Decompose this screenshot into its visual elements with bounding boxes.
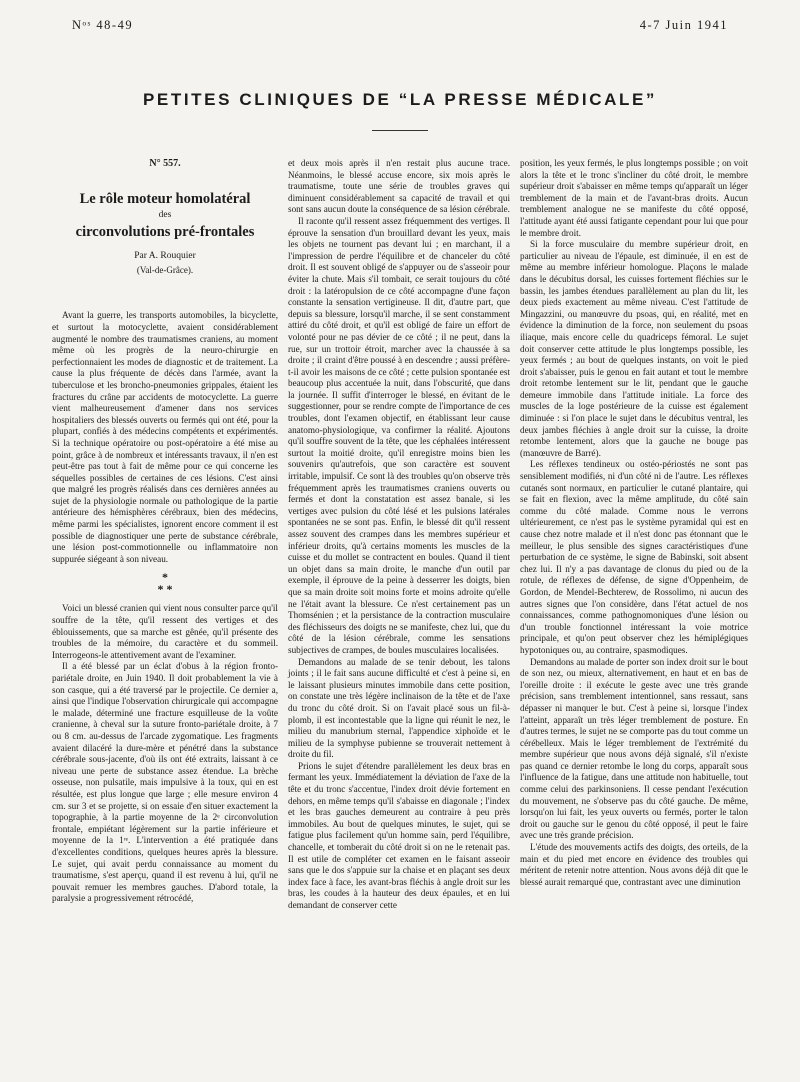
paragraph: Prions le sujet d'étendre parallèlement les deux bras en fermant les yeux. Immédiatement la déviation de l'axe de la tête et du tronc s'accentue, l'index droit dévie fortement en dehors, en même temps qu'il s'abaisse en diagonale ; l'index et les bras gauches demeurent au contraire à peu près immobiles. Au bout de quelques minutes, le sujet, qui se fatigue plus facilement qu'un homme sain, perd l'équilibre, chancelle, et tomberait du côté droit si on ne le retenait pas. Il est utile de compléter cet examen en le faisant asseoir sans que le dos s'appuie sur la chaise et en plaçant ses deux index face à face, les avant-bras fléchis à angle droit sur les bras, les coudes à la hauteur des deux épaules, et en lui demandant de conserver cette <box>288 760 510 910</box>
paragraph: Demandons au malade de se tenir debout, les talons joints ; il le fait sans aucune difficulté et c'est à peine si, en le laissant plusieurs minutes immobile dans cette position, on constate une très légère inclinaison de la tête et de l'axe du tronc du côté droit. Si on l'avait placé sous un fil-à-plomb, il est incontestable que la ligne qui réunit le nez, le milieu du manubrium sternal, l'appendice xiphoïde et le milieu de la symphyse pubienne se trouverait nettement à droite du fil. <box>288 656 510 760</box>
paragraph: L'étude des mouvements actifs des doigts, des orteils, de la main et du pied met encore en évidence des troubles qui méritent de retenir notre attention. Nous avons déjà dit que le blessé aurait remarqué que, contrastant avec une diminution <box>520 842 748 887</box>
series-banner: PETITES CLINIQUES DE “LA PRESSE MÉDICALE” <box>142 90 658 109</box>
article-title-connector: des <box>158 209 172 220</box>
column-1 <box>52 158 278 905</box>
paragraph: Si la force musculaire du membre supérieur droit, en particulier au niveau de l'épaule, est diminuée, il en est de même au membre inférieur homologue. Plaçons le malade dans le décubitus dorsal, les cuisses fortement fléchies sur le bassin, les jambes étendues parallèlement au plan du lit, les deux pieds exactement au même niveau. C'est l'attitude de Mingazzini, ou manœuvre du psoas, qui, en réalité, met en évidence la diminution de la force, non seulement du psoas iliaque, mais encore celle du quadriceps fémoral. Le sujet doit conserver cette attitude le plus longtemps possible, les yeux fermés ; au bout de quelques instants, on voit le pied droit s'abaisser, puis le genou en fait autant et tout le membre droit retombe lentement sur le lit, pendant que le gauche demeure immobile dans l'attitude initiale. La force des muscles de la loge postérieure de la cuisse est également diminuée : si l'on place le sujet dans le décubitus ventral, les deux jambes fléchies à angle droit sur la cuisse, la droite retombe lentement, alors que la gauche ne bouge pas (manœuvre de Barré). <box>520 239 748 458</box>
column-3 <box>520 158 748 888</box>
article-title-line-2: circonvolutions pré-frontales <box>75 224 255 241</box>
issue-date: 4-7 Juin 1941 <box>639 18 728 32</box>
paragraph: et deux mois après il n'en restait plus aucune trace. Néanmoins, le blessé accuse encore, six mois après le traumatisme, toute une série de troubles graves qui diminuent considérablement sa capacité de travail et qui sont sans aucun doute la conséquence de sa lésion cérébrale. <box>288 158 510 215</box>
paragraph: Voici un blessé cranien qui vient nous consulter parce qu'il souffre de la tête, qu'il ressent des vertiges et des éblouissements, que sa marche est gênée, qu'il présente des troubles de la mémoire, du caractère et du sommeil. Interrogeons-le attentivement avant de l'examiner. <box>52 603 278 660</box>
paragraph: Il a été blessé par un éclat d'obus à la région fronto-pariétale droite, en Juin 1940. Il doit probablement la vie à son casque, qui a été traversé par le projectile. Ce dernier a, ainsi que l'indique l'observation chirurgicale qui accompagne le malade, déterminé une fracture esquilleuse de la voûte cranienne, à cheval sur la suture fronto-pariétale droite, à 7 ou 8 cm. au-dessus de l'arcade zygomatique. Les fragments avaient dilacéré la dure-mère et pénétré dans la substance cérébrale sous-jacente, d'où ils ont été extraits, laissant à ce niveau une perte de substance assez étendue. La brèche osseuse, non pulsatile, mais impulsive à la toux, qui en est résultée, est plus longue que large ; elle mesure environ 4 cm. sur 3 et se projette, si on essaie d'en situer exactement la topographie, à la partie moyenne de la 2ᵉ circonvolution frontale, empiétant légèrement sur la partie inférieure et moyenne de la 1ʳᵉ. L'intervention a été pratiquée dans d'excellentes conditions, quelques heures après la blessure. Le sujet, qui avait perdu connaissance au moment du traumatisme, s'est aperçu, quand il est revenu à lui, qu'il ne pouvait remuer les membres gauches. D'abord totale, la paralysie a progressivement rétrocédé, <box>52 661 278 904</box>
paragraph: Il raconte qu'il ressent assez fréquemment des vertiges. Il éprouve la sensation d'un brouillard devant les yeux, mais les objets ne tournent pas devant lui ; en marchant, il a l'impression de perdre l'équilibre et de chanceler du côté droit. Il est souvent obligé de s'appuyer ou de s'asseoir pour éviter la chute. Mais s'il tombait, ce serait toujours du côté droit : la latéropulsion de ce côté accompagne d'une façon constante la sensation vertigineuse. Il dit, d'autre part, que depuis sa blessure, lorsqu'il marche, il se sent constamment attiré du côté droit, et qu'il est obligé de faire un effort de volonté pour ne pas dévier de ce côté ; il ne peut, dans la rue, sur un trottoir étroit, marcher avec la chaussée à sa droite ; il craint d'être poussé à en descendre ; aussi préfère-t-il avoir les maisons de ce côté ; cette pulsion spontanée est beaucoup plus accentuée la nuit, dans l'obscurité, que dans la journée. Il suffit d'interroger le blessé, en évitant de le suggestionner, pour se rendre compte de l'importance de ces troubles, dont l'examen objectif, en établissant leur cause anatomo-physiologique, va confirmer la réalité. Ajoutons qu'il souffre souvent de la tête, que les céphalées intéressent surtout la moitié droite, qu'il enregistre moins bien les souvenirs qu'autrefois, que son caractère est souvent irritable, impulsif. Ce sont là des troubles qu'on observe très fréquemment après les traumatismes craniens ouverts ou fermés et dont la constatation est assez banale, si les vertiges avec pulsion du côté lésé et les pulsions latérales spontanées ne se sont pas. Enfin, le blessé dit qu'il ressent assez souvent des crampes dans les membres supérieur et inférieur droits, qu'à certains moments les muscles de la cuisse et du mollet se contractent en boules. Quand il tient un objet dans sa main droite, le manche d'un outil par exemple, il éprouve de la peine à desserrer les doigts, bien que sa main droite soit moins forte et moins adroite qu'elle ne l'était avant la blessure. Ce n'est certainement pas un Thomsénien ; et la persistance de la contraction musculaire des fléchisseurs des doigts ne se manifeste, chez lui, que du côté de la lésion cérébrale, comme les sensations subjectives de crampes, de boules musculaires localisées. <box>288 215 510 655</box>
article-author: Par A. Rouquier <box>134 251 196 262</box>
paragraph: position, les yeux fermés, le plus longtemps possible ; on voit alors la tête et le tronc s'incliner du côté droit, le membre supérieur droit s'abaisser en même temps qu'apparaît un léger tremblement de la main et de l'avant-bras droits. Aucun tremblement analogue ne se manifeste du côté opposé, l'attitude ayant été aussi fatigante cependant pour lui que pour le membre droit. <box>520 158 748 238</box>
banner-rule <box>372 130 428 131</box>
column-2 <box>288 158 510 912</box>
issue-number: Nᵒˢ 48-49 <box>72 18 134 32</box>
article-number: N° 557. <box>149 158 181 169</box>
paragraph: Les réflexes tendineux ou ostéo-périostés ne sont pas sensiblement modifiés, ni d'un côté ni de l'autre. Les réflexes cutanés sont normaux, en particulier le cutané plantaire, qui se fait en flexion, avec la même amplitude, du côté sain comme du côté malade. Comme nous le verrons ultérieurement, ce n'est pas le système pyramidal qui est en cause chez notre malade et il n'est donc pas étonnant que le meilleur, le plus sensible des signes caractéristiques d'une perturbation de ce système, le signe de Babinski, soit absent chez lui. Il n'y a pas davantage de clonus du pied ou de la rotule, de réflexes de défense, de signe d'Oppenheim, de Gordon, de Mendel-Bechterew, de Rossolimo, ni aucun des autres signes que l'on considère, dans l'état actuel de nos connaissances, comme pathognomoniques d'une lésion ou d'un trouble fonctionnel intéressant la voie motrice principale, et qu'on peut observer chez les hémiplégiques hypotoniques ou, au contraire, spasmodiques. <box>520 459 748 655</box>
paragraph: Avant la guerre, les transports automobiles, la bicyclette, et surtout la motocyclette, avaient considérablement augmenté le nombre des traumatismes craniens, au moment même où les progrès de la neuro-chirurgie en perfectionnaient les modes de diagnostic et de traitement. La cause la plus fréquente de décès dans l'armée, avant la tuberculose et les broncho-pneumonies grippales, étaient les fractures du crâne par accidents de motocyclette. La guerre vient malheureusement d'amener dans nos services hospitaliers des blessés ouverts ou fermés qui ont été, pour la plupart, confiés à des médecins compétents et expérimentés. Si la technique opératoire ou post-opératoire a été mise au point, grâce à de nombreux et intéressants travaux, il n'en est peut-être pas tout à fait de même pour ce qui concerne les séquelles possibles de certaines de ces lésions. C'est ainsi que malgré les progrès réalisés dans ces dernières années au sujet de la physiologie normale ou pathologique de la partie antérieure des hémisphères cérébraux, bien des médecins, même parmi les spécialistes, ignorent encore comment il est possible de diagnostiquer une perte de substance cérébrale, une lésion post-commotionnelle ou inflammatoire non suppurée siégeant à son niveau. <box>52 310 278 564</box>
author-affiliation: (Val-de-Grâce). <box>136 264 194 275</box>
section-separator: * * * <box>157 570 173 597</box>
article-title-line-1: Le rôle moteur homolatéral <box>79 190 251 207</box>
paragraph: Demandons au malade de porter son index droit sur le bout de son nez, ou mieux, alternativement, en haut et en bas de l'oreille droite : il exécute le geste avec une très grande précision, sans tremblement intentionnel, sans ressaut, sans dépasser ni manquer le but. C'est à peine si, lorsque l'index l'atteint, apparaît un très léger tremblement de posture. En d'autres termes, le sujet ne se comporte pas du tout comme un cérébelleux. Mais le léger tremblement de l'extrémité du membre supérieur que nous avons déjà signalé, s'il n'existe pas quand ce dernier retombe le long du corps, apparaît sous l'influence de la fatigue, dans une attitude non habituelle, tout comme celui des parkinsoniens. Il cesse pendant l'exécution du mouvement, ne s'observe pas du côté gauche. De même, lorsqu'on lui fait, les yeux ouverts ou fermés, porter le talon droit ou gauche sur le genou du côté opposé, il peut le faire avec une très grande précision. <box>520 656 748 841</box>
running-header <box>40 18 760 34</box>
